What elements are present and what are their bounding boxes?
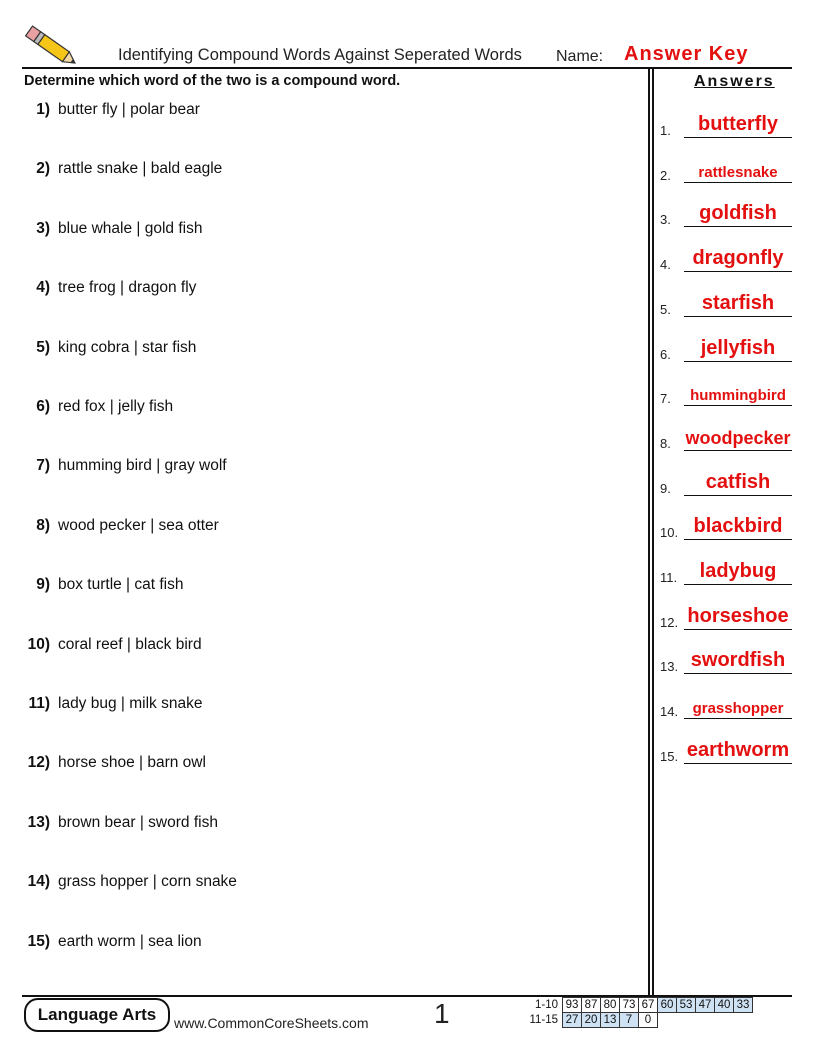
- score-cell: 40: [715, 998, 734, 1013]
- answer-item: [660, 202, 792, 228]
- score-row: [524, 998, 753, 1013]
- question-number: 12): [27, 754, 50, 772]
- question-text: red fox | jelly fish: [58, 398, 174, 415]
- answer-number: 11.: [660, 570, 678, 585]
- answer-line: [684, 763, 792, 764]
- score-cell: 33: [734, 998, 753, 1013]
- answer-number: 12.: [660, 614, 679, 630]
- score-cell: 13: [601, 1013, 620, 1028]
- answer-number: 3.: [660, 212, 671, 228]
- answer-item: [660, 291, 792, 317]
- answer-number: 7.: [660, 391, 671, 407]
- question-text: tree frog | dragon fly: [58, 279, 197, 297]
- question-item: [24, 517, 219, 535]
- answer-word: earthworm: [686, 738, 790, 761]
- answer-item: [660, 384, 792, 406]
- answer-number: 5.: [660, 301, 671, 317]
- question-item: [24, 398, 173, 416]
- answer-line: [684, 673, 792, 674]
- answer-word: jellyfish: [700, 336, 776, 359]
- answer-line: [684, 182, 792, 183]
- answer-word: horseshoe: [687, 604, 789, 627]
- question-text: rattle snake | bald eagle: [58, 160, 223, 178]
- answer-item: [660, 470, 792, 496]
- header-divider: [22, 67, 792, 69]
- answer-word: dragonfly: [692, 247, 784, 270]
- page-number: 1: [434, 998, 450, 1029]
- score-cell: 80: [601, 998, 620, 1013]
- question-text: coral reef | black bird: [58, 635, 202, 653]
- score-cell: 60: [658, 998, 677, 1013]
- answer-item: [660, 697, 792, 719]
- score-table: [524, 997, 753, 1028]
- question-number: 6): [36, 398, 50, 415]
- question-item: [24, 457, 227, 475]
- question-text: blue whale | gold fish: [58, 219, 203, 237]
- question-number: 8): [36, 516, 50, 534]
- answers-heading: Answers: [694, 73, 775, 90]
- score-cell: 93: [563, 998, 582, 1013]
- answer-word: hummingbird: [690, 387, 786, 405]
- answer-item: [660, 515, 792, 541]
- question-text: butter fly | polar bear: [58, 101, 200, 118]
- answer-word: goldfish: [699, 202, 777, 225]
- question-number: 3): [36, 219, 50, 237]
- question-item: [24, 339, 196, 357]
- column-divider: [648, 68, 650, 996]
- answer-line: [684, 137, 792, 138]
- answer-item: [660, 336, 792, 362]
- answer-item: [660, 161, 792, 183]
- answer-word: butterfly: [698, 113, 778, 135]
- question-item: [24, 576, 184, 594]
- question-item: [24, 279, 196, 297]
- question-text: horse shoe | barn owl: [58, 754, 206, 772]
- answer-number: 15.: [660, 748, 679, 764]
- question-number: 10): [27, 635, 50, 653]
- answer-line: [684, 226, 792, 227]
- question-item: [24, 933, 202, 951]
- answer-item: [660, 560, 792, 585]
- answer-line: [684, 584, 792, 585]
- question-number: 4): [36, 279, 50, 297]
- question-item: [24, 220, 202, 238]
- question-number: 1): [36, 101, 50, 118]
- question-number: 9): [36, 576, 50, 594]
- question-text: grass hopper | corn snake: [58, 873, 237, 891]
- answer-number: 6.: [660, 346, 671, 362]
- brand-badge: Language Arts: [24, 998, 170, 1032]
- answer-item: [660, 649, 792, 675]
- answer-item: [660, 247, 792, 273]
- score-cell: 73: [620, 998, 639, 1013]
- question-number: 15): [27, 932, 50, 950]
- question-item: [24, 160, 222, 178]
- question-text: king cobra | star fish: [58, 338, 197, 356]
- answer-word: starfish: [701, 291, 775, 314]
- answer-word: blackbird: [693, 515, 783, 538]
- answer-word: woodpecker: [685, 427, 791, 448]
- answer-item: [660, 738, 792, 764]
- answer-line: [684, 539, 792, 540]
- answer-line: [684, 495, 792, 496]
- question-number: 14): [27, 873, 50, 891]
- answer-line: [684, 405, 792, 406]
- pencil-icon: [22, 24, 82, 70]
- instructions: Determine which word of the two is a compound word.: [24, 73, 401, 89]
- question-item: [24, 814, 218, 832]
- score-row-label: 1-10: [534, 999, 558, 1011]
- answer-item: [660, 429, 792, 451]
- answer-item: [660, 604, 792, 630]
- answer-word: swordfish: [690, 649, 786, 672]
- question-number: 5): [36, 338, 50, 356]
- answer-word: catfish: [705, 470, 771, 493]
- name-label: Name:: [556, 48, 604, 65]
- answer-number: 1.: [660, 123, 671, 138]
- answer-number: 2.: [660, 167, 671, 183]
- answer-line: [684, 450, 792, 451]
- answer-number: 8.: [660, 435, 671, 451]
- answer-number: 14.: [660, 704, 679, 720]
- answer-word: grasshopper: [692, 700, 784, 718]
- answer-number: 13.: [660, 659, 679, 675]
- score-cell: 67: [639, 998, 658, 1013]
- answer-line: [684, 361, 792, 362]
- question-text: brown bear | sword fish: [58, 813, 218, 831]
- question-item: [24, 754, 206, 772]
- question-item: [24, 873, 237, 891]
- question-number: 13): [27, 813, 50, 831]
- answer-word: rattlesnake: [698, 163, 778, 181]
- question-number: 2): [36, 160, 50, 178]
- score-row-label: 11-15: [529, 1014, 558, 1026]
- answer-key-label: Answer Key: [624, 43, 749, 65]
- score-cell: 47: [696, 998, 715, 1013]
- question-text: lady bug | milk snake: [58, 695, 203, 712]
- question-item: [24, 636, 202, 654]
- question-text: box turtle | cat fish: [58, 576, 184, 594]
- worksheet-title: Identifying Compound Words Against Seperated Words: [118, 46, 522, 64]
- score-cell: 53: [677, 998, 696, 1013]
- question-text: humming bird | gray wolf: [58, 457, 227, 475]
- answer-line: [684, 629, 792, 630]
- answer-line: [684, 718, 792, 719]
- question-item: [24, 695, 202, 713]
- score-cell: 0: [639, 1013, 658, 1028]
- question-text: earth worm | sea lion: [58, 932, 202, 950]
- answer-number: 10.: [660, 525, 679, 541]
- answer-item: [660, 113, 792, 138]
- column-divider: [652, 68, 654, 996]
- score-row: [524, 1013, 753, 1028]
- question-number: 11): [28, 695, 50, 712]
- answer-line: [684, 316, 792, 317]
- score-cell: 20: [582, 1013, 601, 1028]
- answer-number: 9.: [660, 480, 671, 496]
- score-cell: 7: [620, 1013, 639, 1028]
- answer-number: 4.: [660, 257, 671, 273]
- answer-word: ladybug: [699, 560, 777, 582]
- question-item: [24, 101, 200, 119]
- score-cell: 27: [563, 1013, 582, 1028]
- question-text: wood pecker | sea otter: [58, 516, 219, 534]
- site-url: www.CommonCoreSheets.com: [174, 1015, 369, 1031]
- question-number: 7): [36, 457, 50, 475]
- answer-line: [684, 271, 792, 272]
- score-cell: 87: [582, 998, 601, 1013]
